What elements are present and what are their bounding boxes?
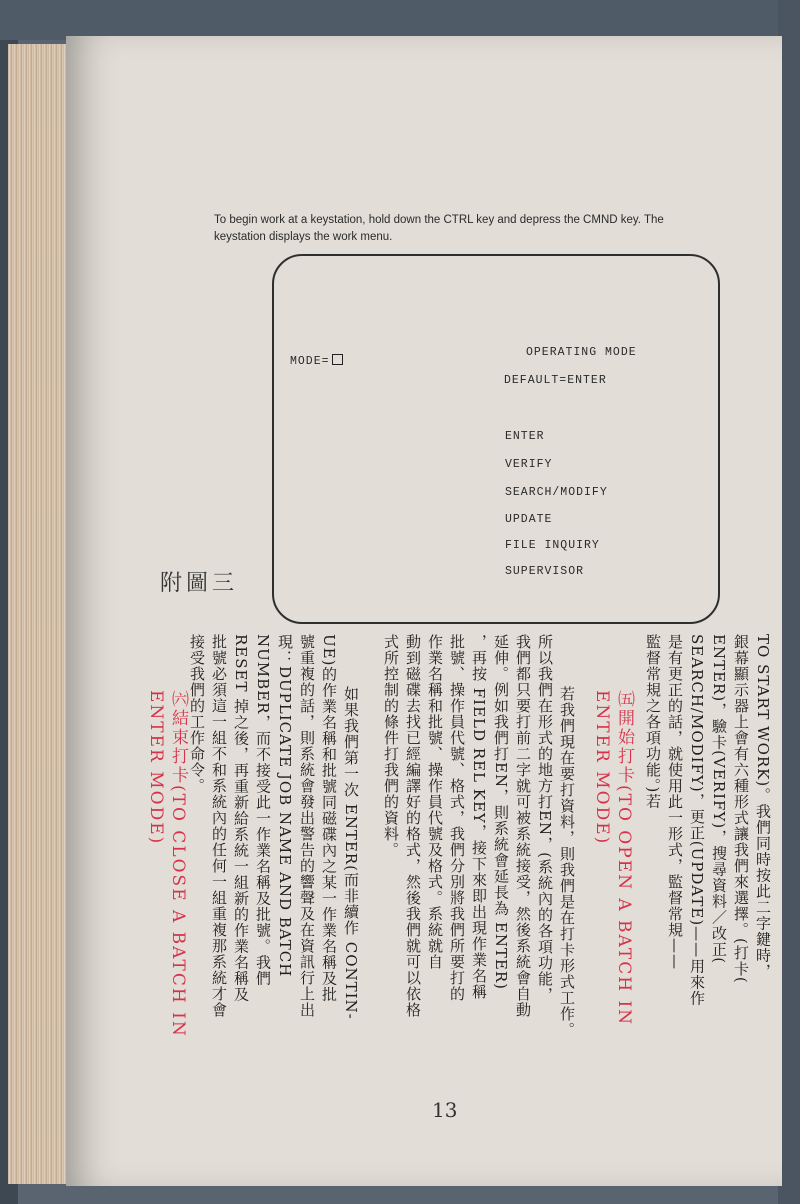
text-column: 監督常規之各項功能。)若: [644, 634, 662, 810]
paragraph-line: 批號必須這一組不和系統內的任何一組重複那系統才會: [210, 634, 228, 1018]
paragraph-line: 動到磁碟去找已經編譯好的格式，然後我們就可以依格: [404, 634, 422, 1018]
menu-option: SEARCH/MODIFY: [505, 486, 608, 499]
paragraph-line: 延伸。例如我們打EN，則系統會延長為 ENTER): [492, 634, 510, 991]
paragraph-line: 我們都只要打前二字就可被系統接受，然後系統會自動: [514, 634, 532, 1018]
screen-default: DEFAULT=ENTER: [504, 374, 607, 387]
menu-option: VERIFY: [505, 458, 553, 471]
section-heading-5: ㈤開始打卡(TO OPEN A BATCH IN ENTER MODE): [592, 690, 634, 1027]
paragraph-line: UE)的作業名稱和批號同磁碟內之某一作業名稱及批: [320, 634, 338, 1003]
paragraph-line: RESET 掉之後，再重新給系統一組新的作業名稱及: [232, 634, 250, 1003]
page-edges: [8, 44, 70, 1184]
mode-label: MODE=: [290, 355, 330, 368]
paragraph-line: 接受我們的工作命令。: [188, 634, 206, 794]
menu-option: UPDATE: [505, 513, 553, 526]
paragraph-line: NUMBER，而不接受此一作業名稱及批號。我們: [254, 634, 272, 987]
figure-label: 附圖三: [160, 571, 239, 596]
cursor-box-icon: [332, 354, 343, 365]
screen-title: OPERATING MODE: [526, 346, 637, 359]
paragraph-line: ，再按 FIELD REL KEY，接下來即出現作業名稱: [470, 634, 488, 1000]
page-number: 13: [432, 1098, 458, 1122]
menu-option: ENTER: [505, 430, 545, 443]
text-column: 銀幕顯示器上會有六種形式讓我們來選擇。(打卡(: [732, 634, 750, 984]
menu-option: FILE INQUIRY: [505, 539, 600, 552]
paragraph-line: 式所控制的條件打我們的資料。: [382, 634, 400, 858]
paragraph-line: 如果我們第一次 ENTER(而非續作 CONTIN-: [342, 686, 360, 1020]
text-column: TO START WORK)。我們同時按此二字鍵時，: [754, 634, 772, 980]
text-column: SEARCH/MODIFY)，更正(UPDATE)——用來作: [688, 634, 706, 1007]
paragraph-line: 號重複的話，則系統會發出警告的響聲及在資訊行上出: [298, 634, 316, 1018]
book-cover-top: [0, 0, 800, 40]
paragraph-line: 作業名稱和批號、操作員代號及格式。系統就自: [426, 634, 444, 970]
paragraph-line: 批號、操作員代號、格式，我們分別將我們所要打的: [448, 634, 466, 1002]
paragraph-line: 現：DUPLICATE JOB NAME AND BATCH: [276, 634, 294, 978]
keystation-screen-figure: [272, 254, 720, 624]
paragraph-line: 所以我們在形式的地方打EN，(系統內的各項功能，: [536, 634, 554, 1003]
figure-caption: To begin work at a keystation, hold down the CTRL key and depress the CMND key. The keystation displays the work menu.: [214, 214, 664, 243]
paragraph-line: 若我們現在要打資料，則我們是在打卡形式工作。: [558, 686, 576, 1038]
text-column: ENTER)，驗卡(VERIFY)，搜尋資料／改正(: [710, 634, 728, 965]
section-heading-6: ㈥結束打卡(TO CLOSE A BATCH IN ENTER MODE): [146, 690, 188, 1038]
menu-option: SUPERVISOR: [505, 565, 585, 578]
text-column: 是有更正的話，就使用此一形式，監督常規——: [666, 634, 684, 970]
mode-field: [290, 354, 343, 368]
